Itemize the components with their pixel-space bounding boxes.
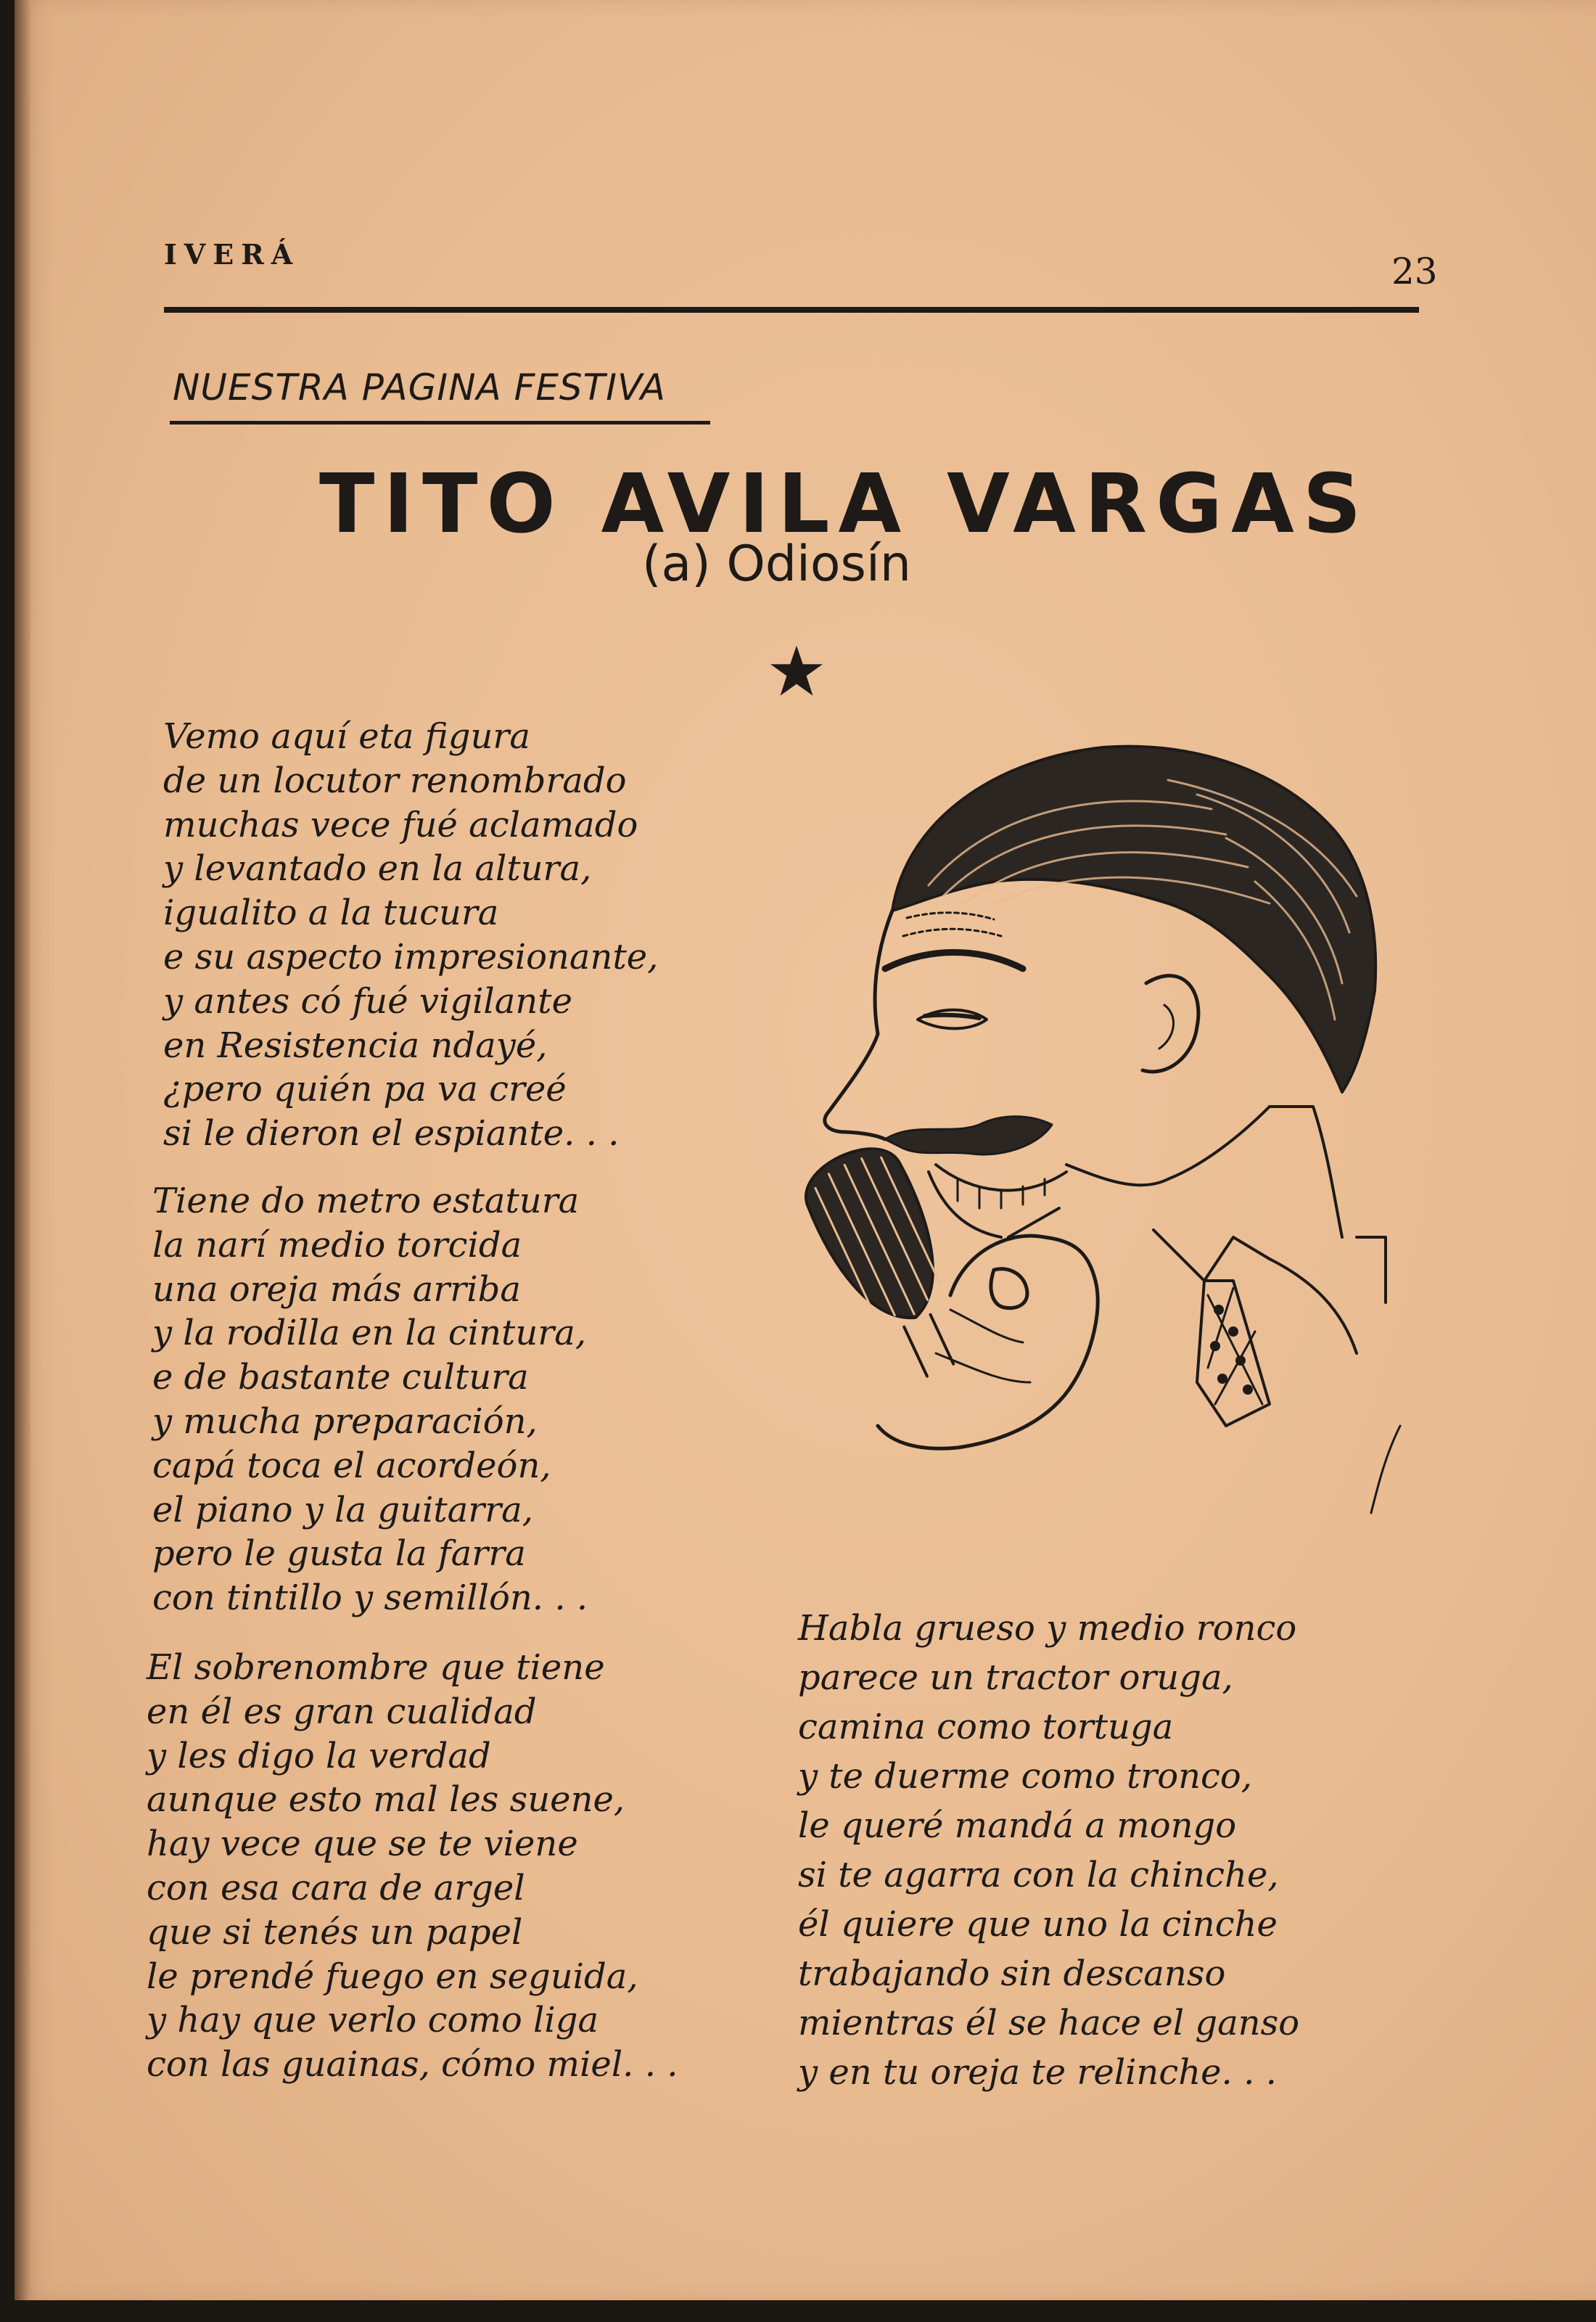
verse-line: ¿pero quién pa va creé	[163, 1069, 567, 1110]
verse-line: y la rodilla en la cintura,	[152, 1313, 587, 1354]
star-icon	[768, 642, 826, 700]
verse-line: e de bastante cultura	[152, 1357, 529, 1398]
verse-line: con las guainas, cómo miel. . .	[147, 2044, 678, 2085]
verse-line: con esa cara de argel	[147, 1867, 525, 1908]
section-underline	[170, 421, 710, 424]
verse-line: con tintillo y semillón. . .	[152, 1578, 588, 1619]
verse-line: y mucha preparación,	[152, 1400, 538, 1442]
verse-line: y les digo la verdad	[147, 1735, 491, 1776]
verse-line: el piano y la guitarra,	[152, 1489, 534, 1530]
verse-line: y levantado en la altura,	[163, 848, 592, 890]
verse-line: él quiere que uno la cinche	[798, 1904, 1278, 1945]
verse-line: aunque esto mal les suene,	[147, 1779, 625, 1821]
page-number: 23	[1391, 250, 1438, 292]
poem-stanza-3	[147, 1646, 678, 2087]
verse-line: y antes có fué vigilante	[163, 980, 572, 1022]
verse-line: de un locutor renombrado	[163, 760, 627, 801]
poem-stanza-2	[152, 1179, 588, 1620]
magazine-name: IVERÁ	[164, 238, 300, 271]
book-gutter	[15, 0, 30, 2300]
verse-line: si te agarra con la chinche,	[798, 1855, 1279, 1895]
verse-line: camina como tortuga	[798, 1707, 1174, 1747]
verse-line: pero le gusta la farra	[152, 1533, 526, 1575]
verse-line: la narí medio torcida	[152, 1224, 522, 1265]
verse-line: que si tenés un papel	[147, 1911, 523, 1953]
verse-line: en Resistencia ndayé,	[163, 1025, 548, 1066]
verse-line: trabajando sin descanso	[798, 1953, 1226, 1994]
verse-line: le prendé fuego en seguida,	[147, 1956, 638, 1997]
verse-line: parece un tractor oruga,	[798, 1657, 1233, 1698]
verse-line: muchas vece fué aclamado	[163, 804, 638, 845]
verse-line: capá toca el acordeón,	[152, 1445, 551, 1486]
verse-line: Habla grueso y medio ronco	[798, 1608, 1297, 1649]
verse-line: en él es gran cualidad	[147, 1691, 537, 1732]
verse-line: y te duerme como tronco,	[798, 1756, 1253, 1797]
poem-stanza-4	[798, 1604, 1299, 2097]
caricature-illustration	[762, 729, 1436, 1527]
header-divider	[164, 307, 1419, 313]
article-title: TITO AVILA VARGAS	[319, 457, 1370, 551]
magazine-page	[15, 0, 1596, 2300]
section-heading: NUESTRA PAGINA FESTIVA	[173, 366, 666, 409]
verse-line: hay vece que se te viene	[147, 1823, 578, 1865]
verse-line: si le dieron el espiante. . .	[163, 1113, 620, 1154]
verse-line: y en tu oreja te relinche. . .	[798, 2052, 1277, 2093]
verse-line: mientras él se hace el ganso	[798, 2003, 1300, 2043]
verse-line: le queré mandá a mongo	[798, 1805, 1237, 1846]
article-subtitle: (a) Odiosín	[642, 536, 911, 593]
verse-line: y hay que verlo como liga	[147, 2000, 599, 2041]
verse-line: El sobrenombre que tiene	[147, 1647, 605, 1688]
verse-line: e su aspecto impresionante,	[163, 936, 659, 977]
verse-line: una oreja más arriba	[152, 1268, 521, 1310]
verse-line: Tiene do metro estatura	[152, 1181, 580, 1221]
verse-line: igualito a la tucura	[163, 893, 499, 934]
verse-line: Vemo aquí eta figura	[163, 716, 530, 757]
poem-stanza-1	[163, 715, 658, 1156]
